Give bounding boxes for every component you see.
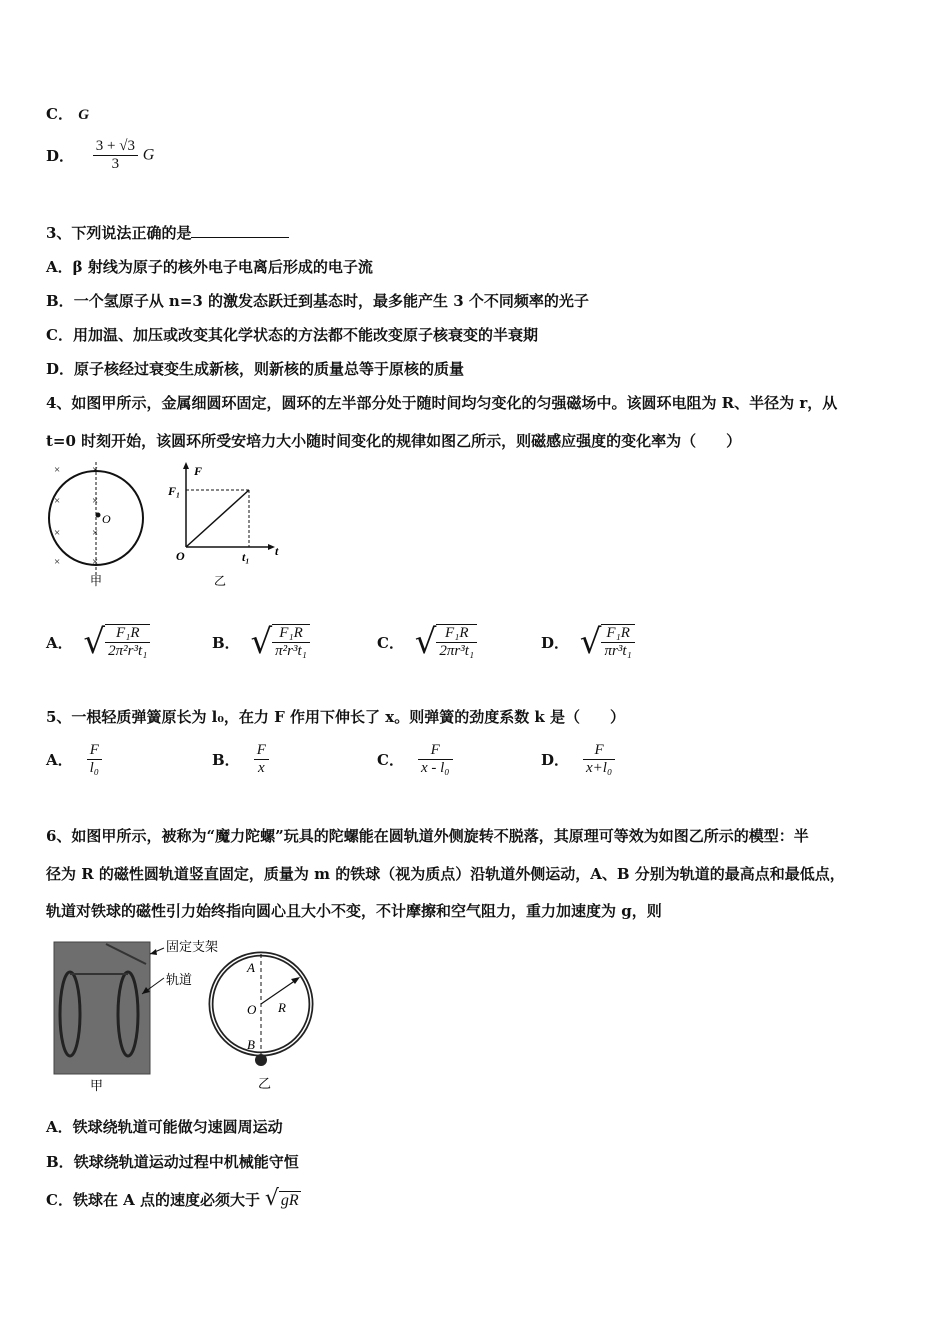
svg-text:×: × xyxy=(92,527,99,539)
q4-option-c xyxy=(377,622,477,662)
f-axis-arrow xyxy=(183,462,189,469)
sqrt-sign: √ xyxy=(250,622,273,662)
svg-text:×: × xyxy=(54,527,61,539)
q2-option-d-suffix: G xyxy=(142,146,155,164)
option-label: D． xyxy=(541,751,570,769)
numerator: F₁R xyxy=(105,625,150,643)
q6-option-c xyxy=(46,1186,301,1211)
q4-stem-line1: 4、如图甲所示，金属细圆环固定，圆环的左半部分处于随时间均匀变化的匀强磁场中。该圆环电阻为 R、半径为 r，从 xyxy=(46,394,838,412)
denominator: 2πr³t₁ xyxy=(439,643,475,659)
t1-label: t₁ xyxy=(242,550,250,564)
origin-label: O xyxy=(176,549,185,563)
q5-option-d xyxy=(541,742,615,777)
support-label: 固定支架 xyxy=(166,939,219,954)
option-label: A． xyxy=(46,751,73,769)
q2-option-d xyxy=(46,138,154,173)
numerator: F xyxy=(87,742,102,760)
option-label: B． xyxy=(46,292,74,310)
option-label: C． xyxy=(46,326,73,344)
option-text: 铁球绕轨道可能做匀速圆周运动 xyxy=(72,1118,283,1136)
fig-label-yi: 乙 xyxy=(258,1076,272,1091)
f-axis-label: F xyxy=(194,464,203,478)
center-o-label: O xyxy=(247,1002,257,1017)
numerator: F₁R xyxy=(601,625,634,643)
denominator: l₀ xyxy=(89,760,100,776)
q6-figure-jia xyxy=(54,939,218,1093)
q2-option-d-fraction xyxy=(93,138,138,173)
option-label: A． xyxy=(46,258,73,276)
q6-stem-line3: 轨道对铁球的磁性引力始终指向圆心且大小不变，不计摩擦和空气阻力，重力加速度为 g，则 xyxy=(46,902,662,920)
numerator: F₁R xyxy=(272,625,310,643)
numerator: F₁R xyxy=(436,625,477,643)
point-b-label: B xyxy=(247,1037,255,1052)
q4-option-b xyxy=(212,622,310,662)
q3-stem-text: 3、下列说法正确的是 xyxy=(46,224,192,242)
q2-option-c-text: G xyxy=(78,107,90,123)
svg-text:×: × xyxy=(92,464,99,476)
option-text: β 射线为原子的核外电子电离后形成的电子流 xyxy=(72,258,373,276)
sqrt-sign: √ xyxy=(83,622,106,662)
svg-text:×: × xyxy=(54,464,61,476)
fig-label-yi: 乙 xyxy=(214,574,227,588)
denominator: x - l₀ xyxy=(420,760,450,776)
option-label: C． xyxy=(377,633,404,652)
q6-option-a xyxy=(46,1116,283,1137)
option-text: 铁球绕轨道运动过程中机械能守恒 xyxy=(73,1153,299,1171)
q6-figure-yi xyxy=(211,954,311,1091)
q5-option-a xyxy=(46,742,102,777)
q3-option-d xyxy=(46,358,464,379)
option-text: 一个氢原子从 n=3 的激发态跃迁到基态时，最多能产生 3 个不同频率的光子 xyxy=(73,292,589,310)
track-label: 轨道 xyxy=(166,972,193,987)
q6-option-b xyxy=(46,1151,299,1172)
numerator: F xyxy=(254,742,269,760)
q4-option-a xyxy=(46,622,150,662)
f1-label: F₁ xyxy=(168,484,181,498)
option-label: C． xyxy=(377,751,404,769)
option-label: D． xyxy=(46,360,75,378)
q2-option-c xyxy=(46,103,89,124)
q5-option-d-fraction xyxy=(583,742,615,777)
q6-stem-line1: 6、如图甲所示，被称为“魔力陀螺”玩具的陀螺能在圆轨道外侧旋转不脱落，其原理可等效为如图乙所示的模型：半 xyxy=(46,827,809,845)
option-label: D． xyxy=(541,633,570,652)
sqrt-sign: √ xyxy=(414,622,437,662)
q5-option-a-fraction xyxy=(87,742,102,777)
point-a-label: A xyxy=(247,960,255,975)
q2-option-d-denominator: 3 xyxy=(111,156,120,172)
sqrt-sign: √ xyxy=(579,622,602,662)
magnetic-field-crosses xyxy=(54,464,98,568)
option-label: B． xyxy=(212,633,240,652)
option-label: B． xyxy=(212,751,240,769)
q4-option-b-fraction xyxy=(272,624,310,660)
q4-option-a-fraction xyxy=(105,624,150,660)
t-axis-label: t xyxy=(275,544,279,558)
denominator: π²r³t₁ xyxy=(275,643,307,659)
denominator: x+l₀ xyxy=(586,760,613,776)
fig-label-jia: 甲 xyxy=(90,574,103,588)
denominator: x xyxy=(257,760,265,776)
q4-option-c-fraction xyxy=(436,624,477,660)
radius-r-label: R xyxy=(278,1000,286,1015)
option-math: gR xyxy=(280,1192,299,1209)
q2-option-c-label: C． xyxy=(46,105,73,123)
option-label: A． xyxy=(46,633,73,652)
iron-ball xyxy=(255,1054,267,1066)
center-label: O xyxy=(102,512,111,526)
q6-figures xyxy=(46,934,336,1096)
q5-option-b-fraction xyxy=(254,742,269,777)
fig-label-jia: 甲 xyxy=(90,1078,104,1093)
option-label: B． xyxy=(46,1153,74,1171)
denominator: πr³t₁ xyxy=(604,643,632,659)
q2-option-d-label: D． xyxy=(46,147,75,165)
numerator: F xyxy=(583,742,615,760)
svg-text:×: × xyxy=(54,495,61,507)
denominator: 2π²r³t₁ xyxy=(108,643,148,659)
q5-option-c-fraction xyxy=(418,742,453,777)
answer-blank xyxy=(191,223,289,238)
q2-option-d-numerator: 3 + √3 xyxy=(93,138,138,156)
q4-option-d xyxy=(541,622,635,662)
q5-option-b xyxy=(212,742,269,777)
q3-option-b xyxy=(46,290,589,311)
q6-stem-line2: 径为 R 的磁性圆轨道竖直固定，质量为 m 的铁球（视为质点）沿轨道外侧运动，A、B 分别为轨道的最高点和最低点， xyxy=(46,865,845,883)
q5-stem: 5、一根轻质弹簧原长为 l₀，在力 F 作用下伸长了 x。则弹簧的劲度系数 k 是（ ） xyxy=(46,708,626,726)
svg-text:×: × xyxy=(54,556,61,568)
t-axis-arrow xyxy=(268,544,275,550)
q5-option-c xyxy=(377,742,453,777)
svg-text:×: × xyxy=(92,556,99,568)
option-label: C． xyxy=(46,1191,73,1209)
q4-option-d-fraction xyxy=(601,624,634,660)
force-line xyxy=(186,490,249,547)
q3-option-a xyxy=(46,256,373,277)
svg-text:×: × xyxy=(92,495,99,507)
ring-center xyxy=(96,513,101,518)
option-text: 原子核经过衰变生成新核，则新核的质量总等于原核的质量 xyxy=(74,360,465,378)
option-label: A． xyxy=(46,1118,73,1136)
q4-figures xyxy=(46,460,296,590)
q4-stem-line2: t=0 时刻开始，该圆环所受安培力大小随时间变化的规律如图乙所示，则磁感应强度的变化率为（ ） xyxy=(46,432,742,450)
q3-option-c xyxy=(46,324,538,345)
option-text: 铁球在 A 点的速度必须大于 xyxy=(72,1191,261,1209)
numerator: F xyxy=(418,742,453,760)
q4-figure-jia xyxy=(49,462,143,588)
option-text: 用加温、加压或改变其化学状态的方法都不能改变原子核衰变的半衰期 xyxy=(72,326,538,344)
sqrt-sign: √ xyxy=(264,1186,279,1211)
q4-figure-yi xyxy=(167,462,279,588)
q3-stem xyxy=(46,222,289,243)
